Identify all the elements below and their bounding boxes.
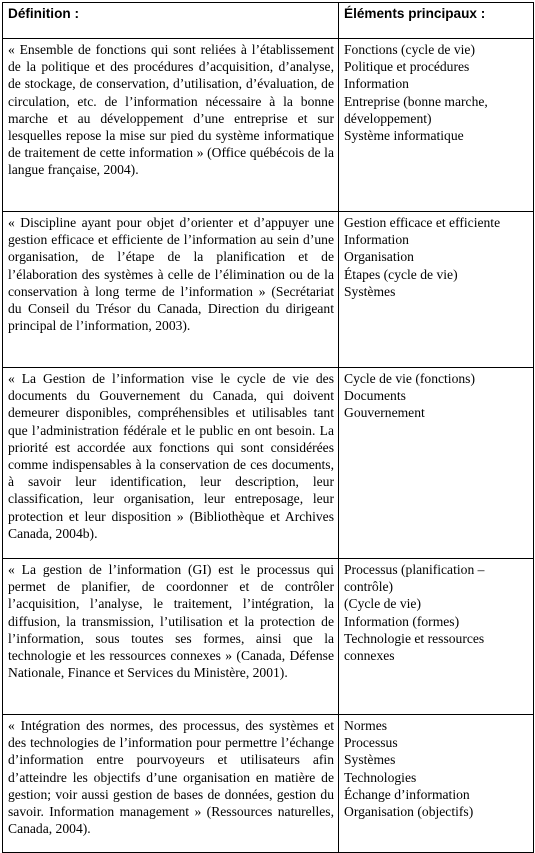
list-item: Systèmes [344,752,396,768]
definition-text: « La gestion de l’information (GI) est le processus qui permet de planifier, de coordonner et de contrôler l’acquisition, l’analyse, le traitement, l’intégration, la diffusion, la transmission, l’utilisation et la protection de l’information, sous toutes ses formes, ainsi que la technologie et les ressources connexes » (Canada, Défense Nationale, Finance et Services du Ministère, 2001). [8,562,334,681]
list-item: Processus (planification – contrôle) [344,562,485,595]
list-item: Normes [344,718,388,733]
list-item: Entreprise (bonne marche, développement) [344,93,488,126]
table-body [3,39,534,853]
definition-text: « Discipline ayant pour objet d’orienter et d’appuyer une gestion efficace et efficiente de l’information au sein d’une organisation, de l’étape de la planification et de l’élaboration des systèmes à celle de l’élimination ou de la conservation à long terme de l’information » (Secrétariat du Conseil du Trésor du Canada, Direction du dirigeant principal de l’information, 2003). [8,215,334,334]
list-item: Système informatique [344,128,464,144]
elements-list [344,214,529,300]
list-item: Documents [344,388,406,404]
definition-cell [3,212,339,368]
definition-text: « Ensemble de fonctions qui sont reliées à l’établissement de la politique et des procédures d’acquisition, d’analyse, de stockage, de conservation, d’utilisation, d’évaluation, de circulation, etc. de l’information nécessaire à la bonne marche et au développement d’une entreprise et sur lesquelles repose la mise sur pied du système informatique de traitement de cette information » (Office québécois de la langue française, 2004). [8,42,334,178]
table-row [3,39,534,212]
table-row [3,715,534,853]
table-row [3,212,534,368]
list-item: Information (formes) [344,613,460,629]
list-item: Organisation [344,249,414,265]
list-item: Échange d’information [344,786,470,802]
list-item: Systèmes [344,283,396,299]
definitions-table [2,2,534,853]
definition-text: « La Gestion de l’information vise le cycle de vie des documents du Gouvernement du Canada, qui doivent demeurer disponibles, compréhensibles et utilisables tant que l’administration fédérale et le public en ont besoin. La priorité est accordée aux fonctions qui sont considérées comme indispensables à la conservation de ces documents, à savoir leur identification, leur description, leur classification, leur organisation, leur entreposage, leur protection et leur disposition » (Bibliothèque et Archives Canada, 2004b). [8,371,334,541]
definition-text: « Intégration des normes, des processus, des systèmes et des technologies de l’information pour permettre l’échange d’information entre pourvoyeurs et utilisateurs afin d’atteindre les objectifs d’une organisation en matière de gestion; voir aussi gestion de bases de données, gestion du savoir. Information management » (Ressources naturelles, Canada, 2004). [8,718,334,837]
definition-cell [3,715,339,853]
header-definition: Définition : [3,3,339,39]
list-item: Technologie et ressources connexes [344,630,485,664]
table-row [3,368,534,559]
list-item: Politique et procédures [344,59,470,75]
list-item: Information [344,76,409,92]
elements-list [344,41,529,144]
definition-cell [3,559,339,715]
list-item: Gouvernement [344,405,425,421]
list-item: Processus [344,735,398,751]
elements-cell [339,368,534,559]
header-row [3,3,534,39]
list-item: Gestion efficace et efficiente [344,215,501,230]
elements-list [344,370,529,422]
elements-list [344,561,529,664]
definition-cell [3,368,339,559]
header-elements: Éléments principaux : [339,3,534,39]
list-item: (Cycle de vie) [344,596,421,612]
list-item: Étapes (cycle de vie) [344,266,458,282]
elements-list [344,717,529,820]
definition-cell [3,39,339,212]
list-item: Fonctions (cycle de vie) [344,42,475,57]
list-item: Information [344,232,409,248]
elements-cell [339,559,534,715]
list-item: Organisation (objectifs) [344,804,474,820]
table-row [3,559,534,715]
elements-cell [339,39,534,212]
elements-cell [339,715,534,853]
elements-cell [339,212,534,368]
list-item: Cycle de vie (fonctions) [344,371,475,386]
list-item: Technologies [344,769,417,785]
